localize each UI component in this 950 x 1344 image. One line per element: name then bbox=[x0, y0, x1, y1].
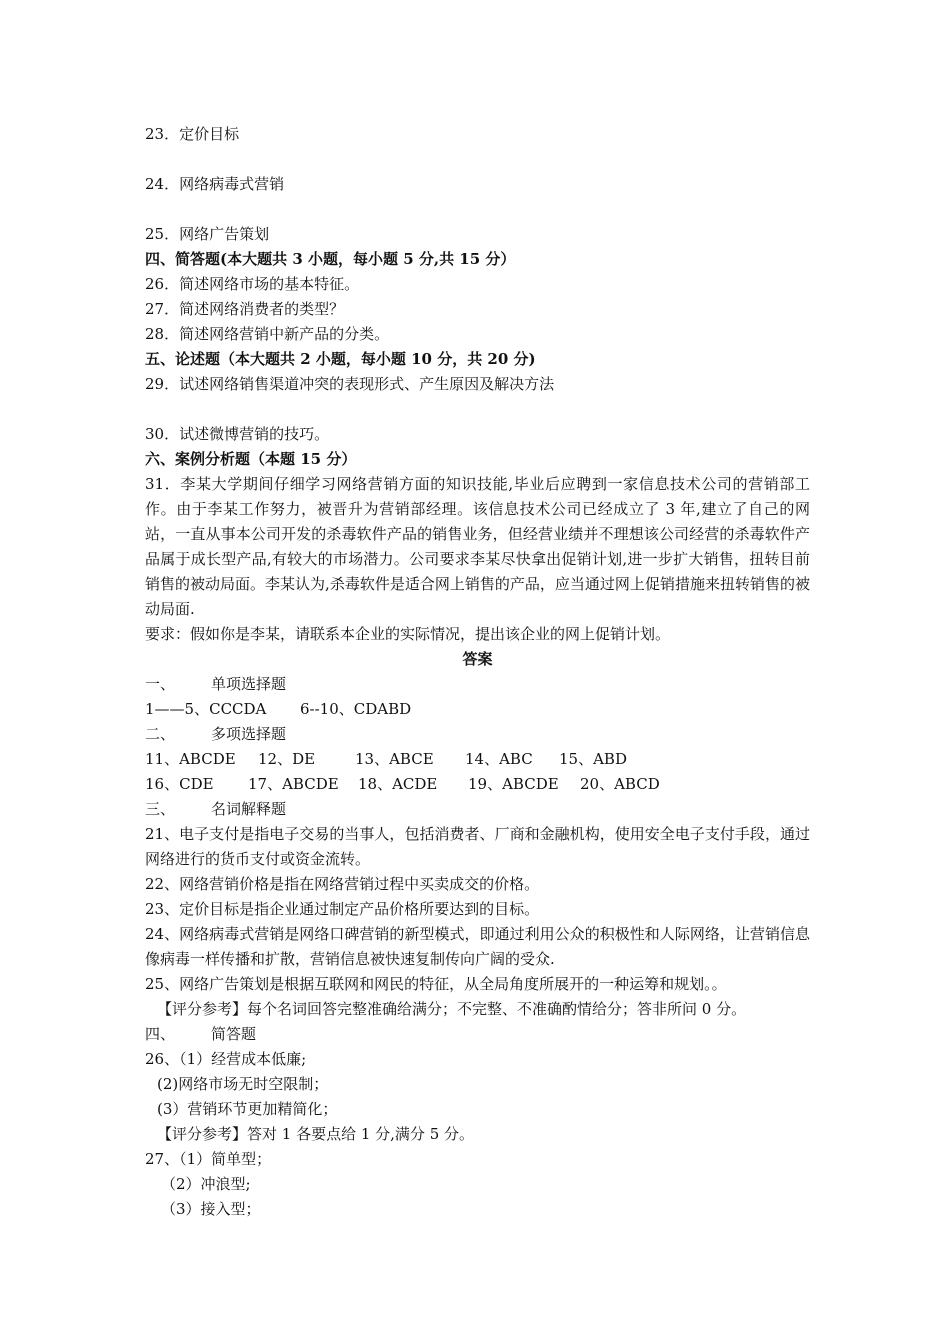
answer-section-heading bbox=[145, 1022, 810, 1047]
section-heading: 六、案例分析题（本题 15 分） bbox=[145, 450, 357, 468]
question-item: 28．简述网络营销中新产品的分类。 bbox=[145, 325, 390, 343]
answer-cell: 13、ABCE bbox=[355, 750, 434, 768]
answer-row bbox=[145, 772, 810, 797]
section-number: 二、 bbox=[145, 725, 176, 743]
answer-cell: 1——5、CCCDA bbox=[145, 700, 267, 718]
answer-item: 23、定价目标是指企业通过制定产品价格所要达到的目标。 bbox=[145, 900, 540, 918]
answer-cell: 17、ABCDE bbox=[248, 775, 339, 793]
section-heading: 四、简答题(本大题共 3 小题，每小题 5 分,共 15 分） bbox=[145, 250, 516, 268]
answer-item: (2)网络市场无时空限制； bbox=[157, 1075, 329, 1093]
question-item: 27．简述网络消费者的类型？ bbox=[145, 300, 345, 318]
answer-cell: 16、CDE bbox=[145, 775, 214, 793]
answer-cell: 11、ABCDE bbox=[145, 750, 236, 768]
section-label: 多项选择题 bbox=[211, 725, 287, 743]
answer-item: （3）接入型； bbox=[161, 1200, 261, 1218]
answer-item: (3）营销环节更加精简化； bbox=[157, 1100, 338, 1118]
document-page bbox=[145, 122, 810, 1222]
section-label: 名词解释题 bbox=[211, 800, 287, 818]
answer-cell: 20、ABCD bbox=[580, 775, 660, 793]
answers-title: 答案 bbox=[462, 650, 493, 668]
answer-row bbox=[145, 697, 810, 722]
answer-cell: 18、ACDE bbox=[358, 775, 438, 793]
section-number: 四、 bbox=[145, 1025, 176, 1043]
question-item: 29．试述网络销售渠道冲突的表现形式、产生原因及解决方法 bbox=[145, 375, 555, 393]
section-label: 简答题 bbox=[211, 1025, 257, 1043]
case-requirement: 要求：假如你是李某，请联系本企业的实际情况，提出该企业的网上促销计划。 bbox=[145, 625, 671, 643]
answer-cell: 12、DE bbox=[258, 750, 316, 768]
term-item: 25．网络广告策划 bbox=[145, 225, 270, 243]
case-text: 31．李某大学期间仔细学习网络营销方面的知识技能,毕业后应聘到一家信息技术公司的营销部工作。由于李某工作努力，被晋升为营销部经理。该信息技术公司已经成立了 3 年,建立了自己的网站，一直从事本公司开发的杀毒软件产品的销售业务，但经营业绩并不理想该公司经营的杀毒软件产品属于成长型产品,有较大的市场潜力。公司要求李某尽快拿出促销计划,进一步扩大销售，扭转目前销售的被动局面。李某认为,杀毒软件是适合网上销售的产品，应当通过网上促销措施来扭转销售的被动局面. bbox=[145, 475, 810, 618]
section-number: 三、 bbox=[145, 800, 176, 818]
term-item: 24．网络病毒式营销 bbox=[145, 175, 285, 193]
question-item: 30．试述微博营销的技巧。 bbox=[145, 425, 330, 443]
answer-item: 26、（1）经营成本低廉; bbox=[145, 1050, 307, 1068]
answer-item: （2）冲浪型; bbox=[161, 1175, 251, 1193]
answer-item: 24、网络病毒式营销是网络口碑营销的新型模式，即通过利用公众的积极性和人际网络，让营销信息像病毒一样传播和扩散，营销信息被快速复制传向广阔的受众. bbox=[145, 925, 810, 968]
answer-cell: 15、ABD bbox=[559, 750, 627, 768]
answer-item: 25、网络广告策划是根据互联网和网民的特征，从全局角度所展开的一种运筹和规划。。 bbox=[145, 975, 727, 993]
answer-item: 22、网络营销价格是指在网络营销过程中买卖成交的价格。 bbox=[145, 875, 540, 893]
answer-item: 21、电子支付是指电子交易的当事人，包括消费者、厂商和金融机构，使用安全电子支付手段，通过网络进行的货币支付或资金流转。 bbox=[145, 825, 810, 868]
section-label: 单项选择题 bbox=[211, 675, 287, 693]
answer-cell: 19、ABCDE bbox=[468, 775, 559, 793]
answer-section-heading bbox=[145, 672, 810, 697]
section-number: 一、 bbox=[145, 675, 176, 693]
answer-section-heading bbox=[145, 797, 810, 822]
term-item: 23．定价目标 bbox=[145, 125, 240, 143]
scoring-note: 【评分参考】答对 1 各要点给 1 分,满分 5 分。 bbox=[157, 1125, 475, 1143]
answer-cell: 14、ABC bbox=[465, 750, 533, 768]
answer-cell: 6--10、CDABD bbox=[300, 700, 412, 718]
question-item: 26．简述网络市场的基本特征。 bbox=[145, 275, 360, 293]
answer-item: 27、（1）简单型； bbox=[145, 1150, 272, 1168]
scoring-note: 【评分参考】每个名词回答完整准确给满分；不完整、不准确酌情给分；答非所问 0 分。 bbox=[157, 1000, 747, 1018]
answer-section-heading bbox=[145, 722, 810, 747]
section-heading: 五、论述题（本大题共 2 小题，每小题 10 分，共 20 分) bbox=[145, 350, 536, 368]
answer-row bbox=[145, 747, 810, 772]
